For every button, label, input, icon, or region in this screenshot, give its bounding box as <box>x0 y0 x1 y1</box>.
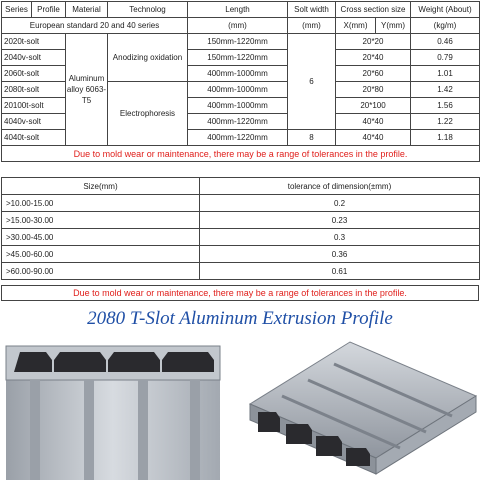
warning-table <box>1 285 479 301</box>
tolerance-value: 0.3 <box>200 229 480 246</box>
tolerance-value: 0.36 <box>200 246 480 263</box>
tolerance-value: 0.2 <box>200 195 480 212</box>
row-cross: 20*60 <box>336 66 411 82</box>
units-solt-width: (mm) <box>288 18 336 34</box>
row-cross: 20*80 <box>336 82 411 98</box>
row-weight: 1.18 <box>411 130 480 146</box>
row-profile: 4040t-solt <box>2 130 66 146</box>
technology-electrophoresis: Electrophoresis <box>108 82 188 146</box>
material-cell: Aluminum alloy 6063-T5 <box>66 34 108 146</box>
header-material: Material <box>66 2 108 18</box>
header-solt-width: Solt width <box>288 2 336 18</box>
row-length: 400mm-1220mm <box>188 130 288 146</box>
tolerance-header-value: tolerance of dimension(±mm) <box>200 178 480 195</box>
spec-table <box>1 1 480 162</box>
header-cross-section: Cross section size <box>336 2 411 18</box>
header-series: Series <box>2 2 32 18</box>
units-standard: European standard 20 and 40 series <box>2 18 188 34</box>
units-weight: (kg/m) <box>411 18 480 34</box>
row-profile: 2020t-solt <box>2 34 66 50</box>
row-length: 400mm-1000mm <box>188 98 288 114</box>
product-title: 2080 T-Slot Aluminum Extrusion Profile <box>87 308 393 329</box>
row-profile: 4040v-solt <box>2 114 66 130</box>
row-length: 150mm-1220mm <box>188 34 288 50</box>
units-x: X(mm) <box>336 18 376 34</box>
tolerance-size: >15.00-30.00 <box>2 212 200 229</box>
row-profile: 2060t-solt <box>2 66 66 82</box>
row-cross: 40*40 <box>336 130 411 146</box>
tolerance-value: 0.23 <box>200 212 480 229</box>
tolerance-table <box>1 177 480 280</box>
tolerance-size: >45.00-60.00 <box>2 246 200 263</box>
product-photos <box>0 334 480 480</box>
row-length: 150mm-1220mm <box>188 50 288 66</box>
header-length: Length <box>188 2 288 18</box>
row-weight: 1.56 <box>411 98 480 114</box>
row-cross: 20*100 <box>336 98 411 114</box>
header-technology: Technolog <box>108 2 188 18</box>
tolerance-header-size: Size(mm) <box>2 178 200 195</box>
row-profile: 20100t-solt <box>2 98 66 114</box>
row-weight: 1.01 <box>411 66 480 82</box>
tolerance-warning-bottom: Due to mold wear or maintenance, there may be a range of tolerances in the profile. <box>2 286 479 301</box>
row-weight: 1.22 <box>411 114 480 130</box>
row-weight: 0.79 <box>411 50 480 66</box>
units-y: Y(mm) <box>376 18 411 34</box>
tolerance-size: >30.00-45.00 <box>2 229 200 246</box>
units-length: (mm) <box>188 18 288 34</box>
tolerance-size: >60.00-90.00 <box>2 263 200 280</box>
row-profile: 2040v-solt <box>2 50 66 66</box>
tolerance-value: 0.61 <box>200 263 480 280</box>
row-cross: 40*40 <box>336 114 411 130</box>
row-length: 400mm-1000mm <box>188 66 288 82</box>
extrusion-angled-view <box>250 342 476 474</box>
row-weight: 0.46 <box>411 34 480 50</box>
row-cross: 20*20 <box>336 34 411 50</box>
tolerance-warning: Due to mold wear or maintenance, there may be a range of tolerances in the profile. <box>2 146 480 162</box>
row-profile: 2080t-solt <box>2 82 66 98</box>
solt-width-8: 8 <box>288 130 336 146</box>
extrusion-front-view <box>6 346 220 480</box>
row-length: 400mm-1220mm <box>188 114 288 130</box>
tolerance-size: >10.00-15.00 <box>2 195 200 212</box>
row-weight: 1.42 <box>411 82 480 98</box>
solt-width-6: 6 <box>288 34 336 130</box>
row-length: 400mm-1000mm <box>188 82 288 98</box>
technology-anodizing: Anodizing oxidation <box>108 34 188 82</box>
row-cross: 20*40 <box>336 50 411 66</box>
header-weight: Weight (About) <box>411 2 480 18</box>
header-profile: Profile <box>32 2 66 18</box>
